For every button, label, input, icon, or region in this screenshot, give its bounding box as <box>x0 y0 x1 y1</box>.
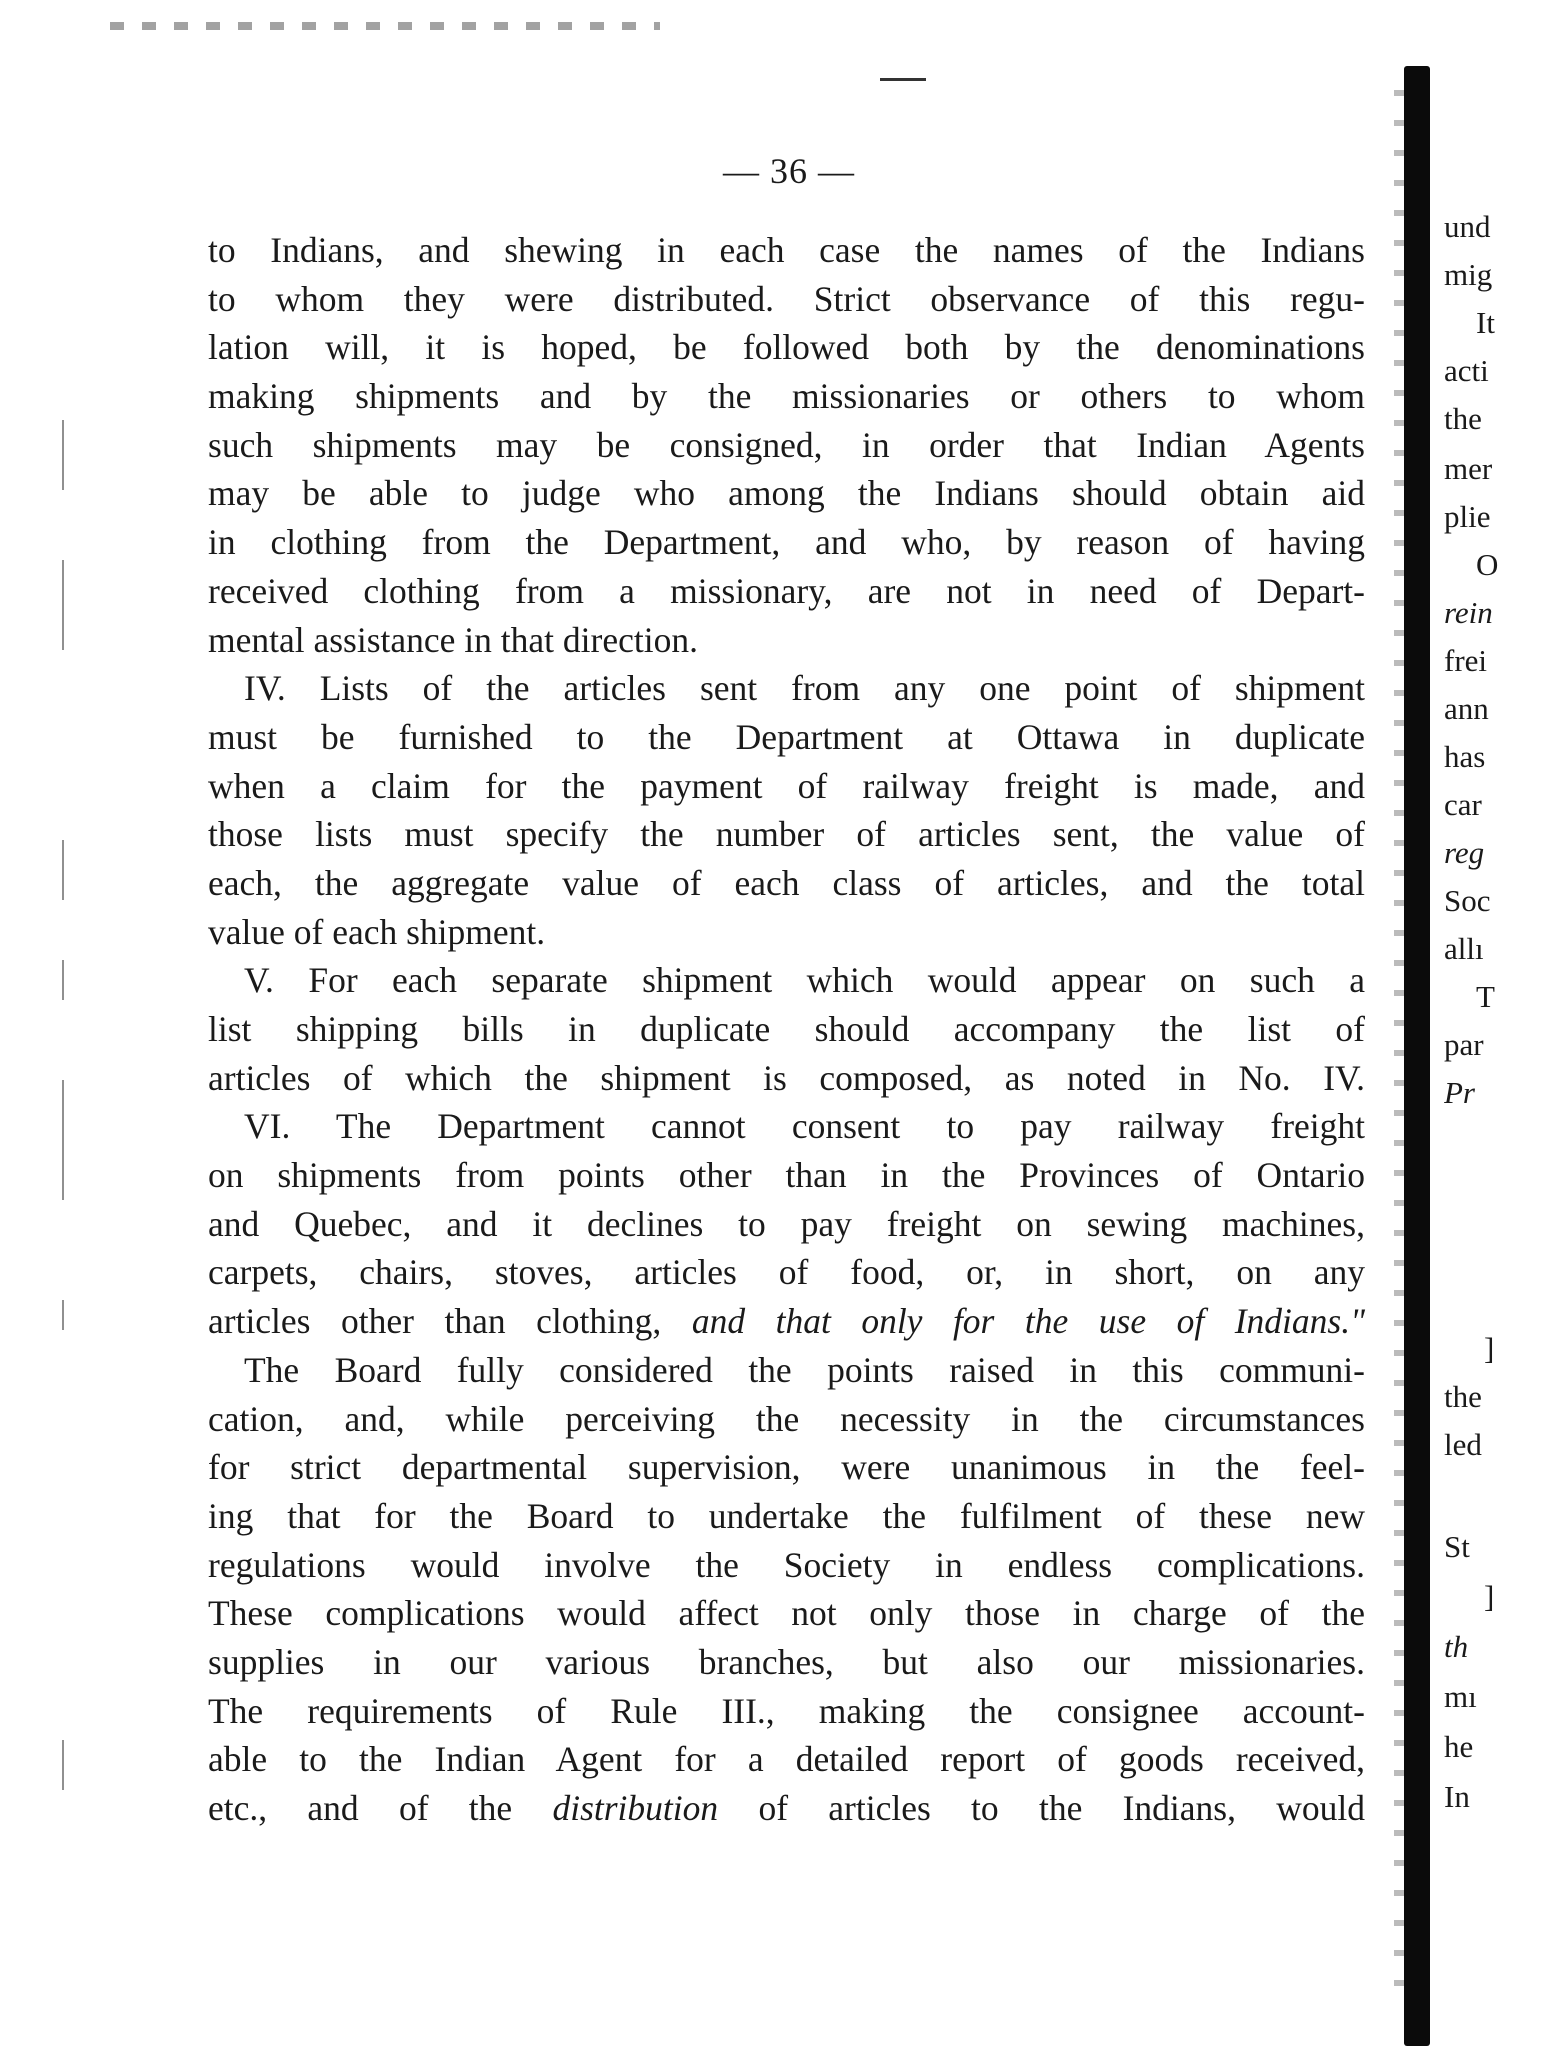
fragment: und <box>1444 210 1491 244</box>
body-text <box>208 226 1365 1833</box>
fragment: frei <box>1444 644 1488 678</box>
scan-mark <box>880 78 926 81</box>
margin-mark <box>62 960 64 1000</box>
fragment: It <box>1476 306 1495 340</box>
margin-mark <box>62 840 64 900</box>
text-line: for strict departmental supervision, were unanimous in the feel- <box>208 1447 1365 1488</box>
text-line: supplies in our various branches, but also our missionaries. <box>208 1641 1365 1682</box>
text-line: articles of which the shipment is composed, as noted in No. IV. <box>208 1057 1365 1098</box>
fragment: ann <box>1444 692 1489 726</box>
text-line: IV. Lists of the articles sent from any one point of shipment <box>244 668 1365 709</box>
fragment: acti <box>1444 354 1489 388</box>
text-line: may be able to judge who among the Indians should obtain aid <box>208 473 1365 514</box>
book-gutter <box>1404 66 1430 2046</box>
text-line: articles other than clothing, and that only for the use of Indians." <box>208 1301 1365 1342</box>
text-line: value of each shipment. <box>208 911 546 952</box>
text-line: lation will, it is hoped, be followed both by the denominations <box>208 327 1365 368</box>
text-line: able to the Indian Agent for a detailed report of goods received, <box>208 1739 1365 1780</box>
text-line: list shipping bills in duplicate should accompany the list of <box>208 1009 1365 1049</box>
text-line: those lists must specify the number of articles sent, the value of <box>208 814 1365 855</box>
text-line: such shipments may be consigned, in order that Indian Agents <box>208 424 1365 465</box>
fragment: In <box>1444 1780 1470 1814</box>
text-line: VI. The Department cannot consent to pay railway freight <box>244 1106 1365 1147</box>
fragment: par <box>1444 1028 1484 1062</box>
fragment: plie <box>1444 500 1491 534</box>
text-line: to Indians, and shewing in each case the names of the Indians <box>208 230 1365 270</box>
text-line: etc., and of the distribution of articles to the Indians, would <box>208 1788 1366 1828</box>
margin-mark <box>62 560 64 650</box>
fragment: th <box>1444 1630 1469 1664</box>
fragment: has <box>1444 740 1486 774</box>
text-line: ing that for the Board to undertake the fulfilment of these new <box>208 1495 1365 1536</box>
fragment: mer <box>1444 452 1493 486</box>
italic-fragment: and that only for the use of Indians." <box>691 1301 1365 1342</box>
fragment: T <box>1476 980 1495 1014</box>
fragment: Soc <box>1444 884 1491 918</box>
fragment: mig <box>1444 258 1493 292</box>
margin-mark <box>62 1300 64 1330</box>
fragment: reg <box>1444 836 1485 870</box>
text-line: on shipments from points other than in the Provinces of Ontario <box>208 1155 1365 1196</box>
fragment: the <box>1444 402 1482 436</box>
text-line: V. For each separate shipment which would appear on such a <box>244 960 1365 1001</box>
text-line: each, the aggregate value of each class of articles, and the total <box>208 862 1365 903</box>
fragment: car <box>1444 788 1482 822</box>
margin-mark <box>62 1740 64 1790</box>
scan-noise-top <box>110 22 660 30</box>
fragment: O <box>1476 548 1499 582</box>
text-line: and Quebec, and it declines to pay freight on sewing machines, <box>208 1203 1365 1244</box>
fragment: the <box>1444 1380 1482 1414</box>
fragment: mı <box>1444 1680 1477 1714</box>
text-line: in clothing from the Department, and who, by reason of having <box>208 522 1365 563</box>
page-number: — 36 — <box>723 151 855 191</box>
fragment: allı <box>1444 932 1484 966</box>
text-line: The requirements of Rule III., making the consignee account- <box>208 1690 1365 1731</box>
text-line: received clothing from a missionary, are not in need of Depart- <box>208 570 1365 611</box>
italic-fragment: distribution <box>552 1788 719 1828</box>
margin-mark <box>62 1080 64 1200</box>
fragment: Pr <box>1444 1076 1475 1110</box>
text-line: mental assistance in that direction. <box>208 619 698 660</box>
text-line: cation, and, while perceiving the necessity in the circumstances <box>208 1398 1365 1439</box>
margin-mark <box>62 420 64 490</box>
text-line: carpets, chairs, stoves, articles of food, or, in short, on any <box>208 1252 1365 1293</box>
fragment: rein <box>1444 596 1493 630</box>
fragment: ] <box>1484 1580 1495 1614</box>
text-line: when a claim for the payment of railway freight is made, and <box>208 765 1365 806</box>
text-line: These complications would affect not only those in charge of the <box>208 1593 1365 1634</box>
fragment: ] <box>1484 1332 1495 1366</box>
fragment: led <box>1444 1428 1482 1462</box>
binding-shadow <box>1394 90 1404 1990</box>
text-line: must be furnished to the Department at Ottawa in duplicate <box>208 716 1365 757</box>
text-line: regulations would involve the Society in endless complications. <box>208 1544 1365 1585</box>
fragment: St <box>1444 1530 1470 1564</box>
text-line: to whom they were distributed. Strict observance of this regu- <box>208 278 1365 319</box>
fragment: he <box>1444 1730 1474 1764</box>
text-line: The Board fully considered the points raised in this communi- <box>244 1349 1365 1390</box>
text-line: making shipments and by the missionaries or others to whom <box>208 376 1365 417</box>
